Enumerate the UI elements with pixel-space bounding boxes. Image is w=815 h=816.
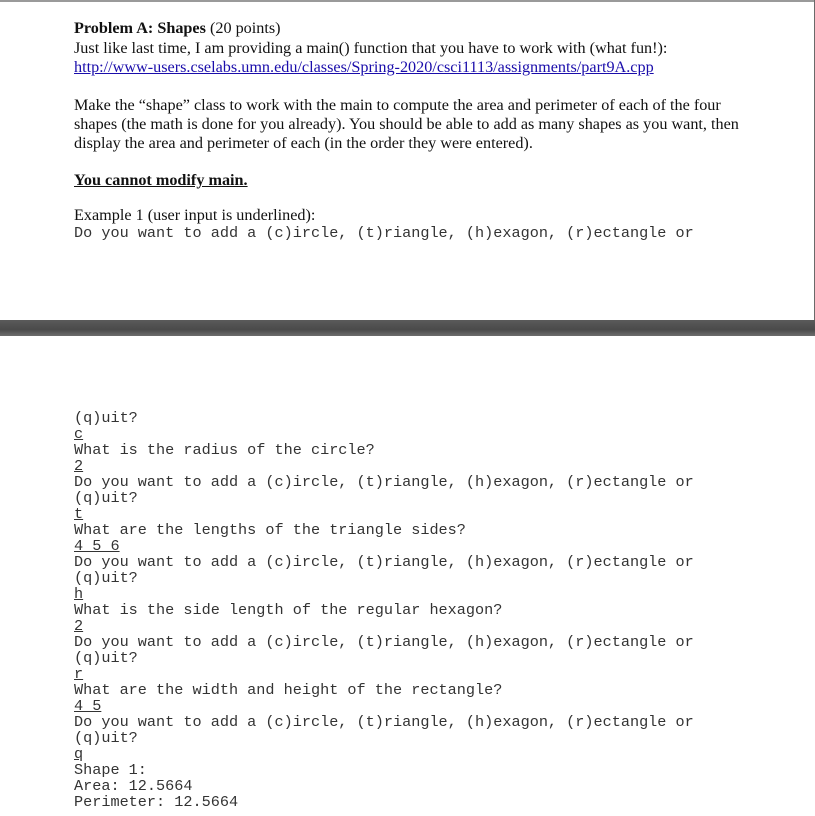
console-quit-4: (q)uit?	[74, 649, 138, 667]
console-input-h: h	[74, 585, 84, 603]
console-input-triangle: 4 5 6	[74, 537, 120, 555]
instructions-line-3: display the area and perimeter of each (in the order they were entered).	[74, 134, 533, 152]
console-prompt-2: Do you want to add a (c)ircle, (t)riangle, (h)exagon, (r)ectangle or	[74, 473, 694, 491]
instructions-line-1: Make the “shape” class to work with the main to compute the area and perimeter of each of the four	[74, 96, 721, 114]
problem-title-bold: Problem A: Shapes	[74, 19, 206, 37]
console-input-r: r	[74, 665, 84, 683]
console-input-t: t	[74, 505, 84, 523]
console-prompt-line: Do you want to add a (c)ircle, (t)riangle, (h)exagon, (r)ectangle or	[74, 224, 694, 242]
console-input-q: q	[74, 745, 84, 763]
console-area: Area: 12.5664	[74, 777, 193, 795]
intro-text: Just like last time, I am providing a main() function that you have to work with (what fun!):	[74, 39, 668, 57]
console-quit-1: (q)uit?	[74, 409, 138, 427]
console-perimeter: Perimeter: 12.5664	[74, 793, 239, 811]
console-quit-5: (q)uit?	[74, 729, 138, 747]
console-input-hexagon: 2	[74, 617, 84, 635]
console-quit-3: (q)uit?	[74, 569, 138, 587]
console-prompt-5: Do you want to add a (c)ircle, (t)riangle, (h)exagon, (r)ectangle or	[74, 713, 694, 731]
console-triangle-question: What are the lengths of the triangle sides?	[74, 521, 466, 539]
console-input-rectangle: 4 5	[74, 697, 102, 715]
example-heading: Example 1 (user input is underlined):	[74, 206, 316, 224]
console-radius-question: What is the radius of the circle?	[74, 441, 375, 459]
console-input-c: c	[74, 425, 84, 443]
instructions-line-2: shapes (the math is done for you already). You should be able to add as many shapes as you want, then	[74, 115, 739, 133]
console-prompt-4: Do you want to add a (c)ircle, (t)riangle, (h)exagon, (r)ectangle or	[74, 633, 694, 651]
console-shape-label: Shape 1:	[74, 761, 147, 779]
warning-bold: You cannot modify main.	[74, 171, 248, 189]
problem-title	[74, 19, 281, 38]
console-prompt-3: Do you want to add a (c)ircle, (t)riangle, (h)exagon, (r)ectangle or	[74, 553, 694, 571]
console-hexagon-question: What is the side length of the regular hexagon?	[74, 601, 503, 619]
console-rectangle-question: What are the width and height of the rectangle?	[74, 681, 503, 699]
console-quit-2: (q)uit?	[74, 489, 138, 507]
warning-text	[74, 171, 248, 190]
console-input-radius: 2	[74, 457, 84, 475]
problem-points: (20 points)	[205, 19, 281, 37]
assignment-link[interactable]: http://www-users.cselabs.umn.edu/classes/Spring-2020/csci1113/assignments/part9A.cpp	[74, 58, 654, 76]
page-break	[0, 320, 815, 336]
